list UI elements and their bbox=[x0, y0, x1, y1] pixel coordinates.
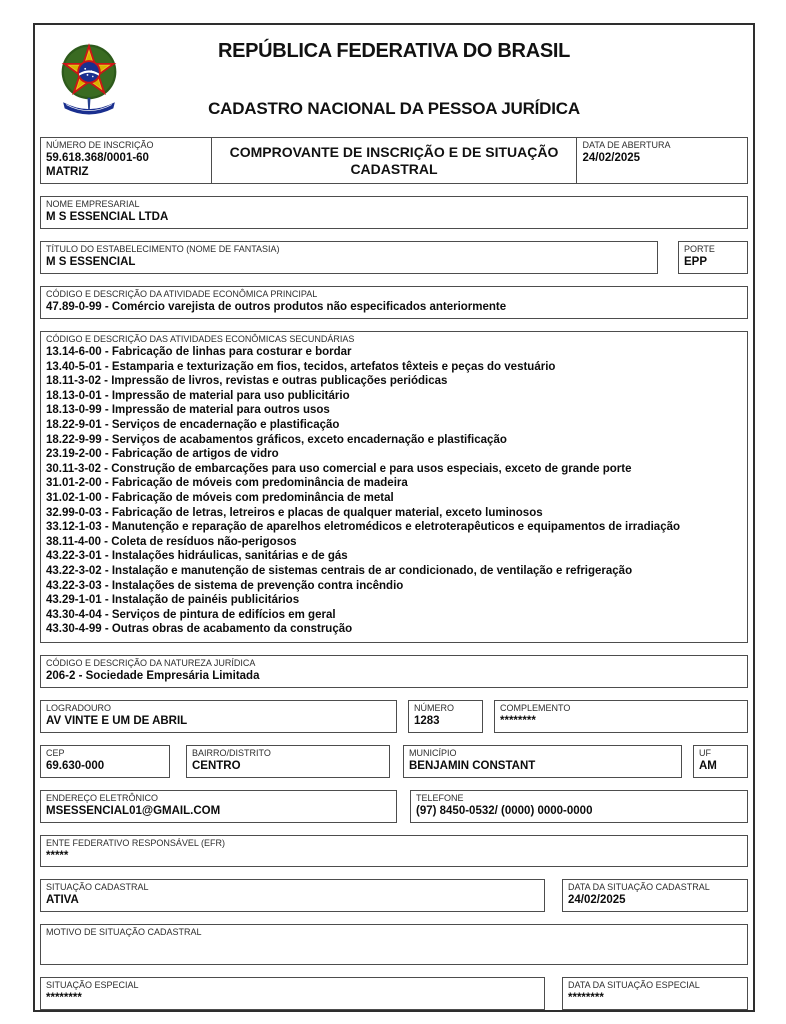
field-value: ATIVA bbox=[46, 893, 79, 906]
field-uf bbox=[693, 745, 748, 778]
field-label: TELEFONE bbox=[416, 792, 464, 803]
field-label: CÓDIGO E DESCRIÇÃO DA NATUREZA JURÍDICA bbox=[46, 657, 256, 668]
secondary-activity-item: 18.11-3-02 - Impressão de livros, revistas e outras publicações periódicas bbox=[46, 375, 448, 388]
field-situacao-especial bbox=[40, 977, 545, 1010]
field-value: 59.618.368/0001-60 bbox=[46, 152, 149, 164]
field-motivo-situacao bbox=[40, 924, 748, 965]
field-logradouro bbox=[40, 700, 397, 733]
brazil-coat-of-arms-icon bbox=[51, 37, 127, 125]
field-label: ENDEREÇO ELETRÔNICO bbox=[46, 792, 159, 803]
secondary-activity-item: 18.13-0-01 - Impressão de material para uso publicitário bbox=[46, 389, 350, 402]
field-label: CÓDIGO E DESCRIÇÃO DA ATIVIDADE ECONÔMICA PRINCIPAL bbox=[46, 289, 318, 299]
field-complemento bbox=[494, 700, 748, 733]
secondary-activity-item: 13.14-6-00 - Fabricação de linhas para costurar e bordar bbox=[46, 346, 352, 358]
secondary-activity-item: 43.22-3-02 - Instalação e manutenção de sistemas centrais de ar condicionado, de ventilação e refrigeração bbox=[46, 564, 633, 577]
field-value: AV VINTE E UM DE ABRIL bbox=[46, 714, 188, 727]
address-row bbox=[40, 700, 748, 733]
field-nome-empresarial bbox=[40, 196, 748, 229]
status-reason-row bbox=[40, 924, 748, 965]
field-label: ENTE FEDERATIVO RESPONSÁVEL (EFR) bbox=[46, 837, 226, 848]
field-value: 69.630-000 bbox=[46, 759, 105, 772]
field-value: MSESSENCIAL01@GMAIL.COM bbox=[46, 804, 221, 817]
field-label: MOTIVO DE SITUAÇÃO CADASTRAL bbox=[46, 926, 202, 937]
secondary-activity-item: 23.19-2-00 - Fabricação de artigos de vidro bbox=[46, 448, 279, 461]
field-atividades-secundarias bbox=[40, 331, 748, 643]
field-data-abertura bbox=[576, 137, 748, 184]
field-endereco-eletronico bbox=[40, 790, 397, 823]
field-value: ***** bbox=[46, 849, 69, 862]
secondary-activity-item: 30.11-3-02 - Construção de embarcações para uso comercial e para usos especiais, exceto de grande porte bbox=[46, 462, 632, 475]
secondary-activity-item: 18.22-9-99 - Serviços de acabamentos gráficos, exceto encadernação e plastificação bbox=[46, 433, 507, 446]
document-frame bbox=[33, 23, 755, 1012]
secondary-activity-item: 43.29-1-01 - Instalação de painéis publicitários bbox=[46, 594, 300, 607]
secondary-activity-item: 13.40-5-01 - Estamparia e texturização em fios, tecidos, artefatos têxteis e peças do vestuário bbox=[46, 360, 556, 373]
secondary-activities-row bbox=[40, 331, 748, 643]
field-value: (97) 8450-0532/ (0000) 0000-0000 bbox=[416, 804, 593, 817]
field-label: NÚMERO bbox=[414, 702, 454, 713]
field-label: DATA DA SITUAÇÃO ESPECIAL bbox=[568, 979, 700, 990]
field-label: NOME EMPRESARIAL bbox=[46, 199, 140, 209]
secondary-activity-item: 43.22-3-03 - Instalações de sistema de prevenção contra incêndio bbox=[46, 579, 404, 592]
field-value: CENTRO bbox=[192, 759, 241, 772]
secondary-activity-item: 31.02-1-00 - Fabricação de móveis com predominância de metal bbox=[46, 491, 394, 504]
secondary-activity-item: 18.13-0-99 - Impressão de material para outros usos bbox=[46, 404, 330, 417]
page-title: REPÚBLICA FEDERATIVA DO BRASIL bbox=[217, 40, 571, 62]
field-municipio bbox=[403, 745, 682, 778]
field-value: AM bbox=[699, 759, 717, 772]
secondary-activity-item: 33.12-1-03 - Manutenção e reparação de aparelhos eletromédicos e eletroterapêuticos e equipamentos de irradiação bbox=[46, 521, 681, 534]
field-label: NÚMERO DE INSCRIÇÃO bbox=[46, 140, 154, 150]
field-data-situacao-cadastral bbox=[562, 879, 748, 912]
field-numero-inscricao bbox=[40, 137, 212, 184]
field-numero bbox=[408, 700, 483, 733]
field-value: 24/02/2025 bbox=[582, 152, 641, 164]
legal-nature-row bbox=[40, 655, 748, 688]
field-label: DATA DA SITUAÇÃO CADASTRAL bbox=[568, 881, 710, 892]
matriz-flag: MATRIZ bbox=[46, 166, 89, 178]
identification-row bbox=[40, 137, 748, 184]
main-activity-row bbox=[40, 286, 748, 319]
secondary-activity-item: 32.99-0-03 - Fabricação de letras, letreiros e placas de qualquer material, exceto luminosos bbox=[46, 506, 543, 519]
field-label: CÓDIGO E DESCRIÇÃO DAS ATIVIDADES ECONÔMICAS SECUNDÁRIAS bbox=[46, 334, 355, 344]
page-subtitle: CADASTRO NACIONAL DA PESSOA JURÍDICA bbox=[208, 99, 580, 118]
field-label: CEP bbox=[46, 747, 65, 758]
certificate-title: COMPROVANTE DE INSCRIÇÃO E DE SITUAÇÃO CADASTRAL bbox=[211, 137, 578, 184]
field-value: M S ESSENCIAL bbox=[46, 256, 136, 268]
field-value: ******** bbox=[46, 991, 82, 1004]
company-name-row bbox=[40, 196, 748, 229]
field-bairro bbox=[186, 745, 390, 778]
secondary-activity-item: 43.22-3-01 - Instalações hidráulicas, sanitárias e de gás bbox=[46, 550, 348, 563]
status-row bbox=[40, 879, 748, 912]
field-label: TÍTULO DO ESTABELECIMENTO (NOME DE FANTASIA) bbox=[46, 244, 280, 254]
field-label: PORTE bbox=[684, 244, 715, 254]
secondary-activity-item: 43.30-4-04 - Serviços de pintura de edifícios em geral bbox=[46, 608, 336, 621]
field-value: 1283 bbox=[414, 714, 440, 727]
field-label: COMPLEMENTO bbox=[500, 702, 571, 713]
field-label: DATA DE ABERTURA bbox=[582, 140, 671, 150]
field-value: 24/02/2025 bbox=[568, 893, 626, 906]
document-header bbox=[40, 25, 748, 135]
secondary-activity-item: 18.22-9-01 - Serviços de encadernação e plastificação bbox=[46, 418, 340, 431]
location-row bbox=[40, 745, 748, 778]
field-label: MUNICÍPIO bbox=[409, 747, 457, 758]
special-status-row bbox=[40, 977, 748, 1010]
field-natureza-juridica bbox=[40, 655, 748, 688]
field-telefone bbox=[410, 790, 748, 823]
field-porte bbox=[678, 241, 748, 274]
field-value: EPP bbox=[684, 256, 708, 268]
field-value: ******** bbox=[568, 991, 604, 1004]
secondary-activity-item: 31.01-2-00 - Fabricação de móveis com predominância de madeira bbox=[46, 477, 408, 490]
field-label: LOGRADOURO bbox=[46, 702, 112, 713]
trade-name-row bbox=[40, 241, 748, 274]
contact-row bbox=[40, 790, 748, 823]
field-label: BAIRRO/DISTRITO bbox=[192, 747, 271, 758]
field-label: SITUAÇÃO ESPECIAL bbox=[46, 979, 139, 990]
field-cep bbox=[40, 745, 170, 778]
field-value: ******** bbox=[500, 714, 536, 727]
field-data-situacao-especial bbox=[562, 977, 748, 1010]
secondary-activity-item: 38.11-4-00 - Coleta de resíduos não-perigosos bbox=[46, 535, 297, 548]
field-titulo-estabelecimento bbox=[40, 241, 658, 274]
field-value: M S ESSENCIAL LTDA bbox=[46, 211, 169, 223]
field-situacao-cadastral bbox=[40, 879, 545, 912]
field-atividade-principal bbox=[40, 286, 748, 319]
secondary-activity-item: 43.30-4-99 - Outras obras de acabamento da construção bbox=[46, 623, 353, 636]
field-efr bbox=[40, 835, 748, 867]
field-value: BENJAMIN CONSTANT bbox=[409, 759, 536, 772]
field-label: UF bbox=[699, 747, 711, 758]
field-value: 206-2 - Sociedade Empresária Limitada bbox=[46, 669, 260, 682]
field-label: SITUAÇÃO CADASTRAL bbox=[46, 881, 149, 892]
efr-row bbox=[40, 835, 748, 867]
field-value: 47.89-0-99 - Comércio varejista de outros produtos não especificados anteriormente bbox=[46, 301, 507, 313]
